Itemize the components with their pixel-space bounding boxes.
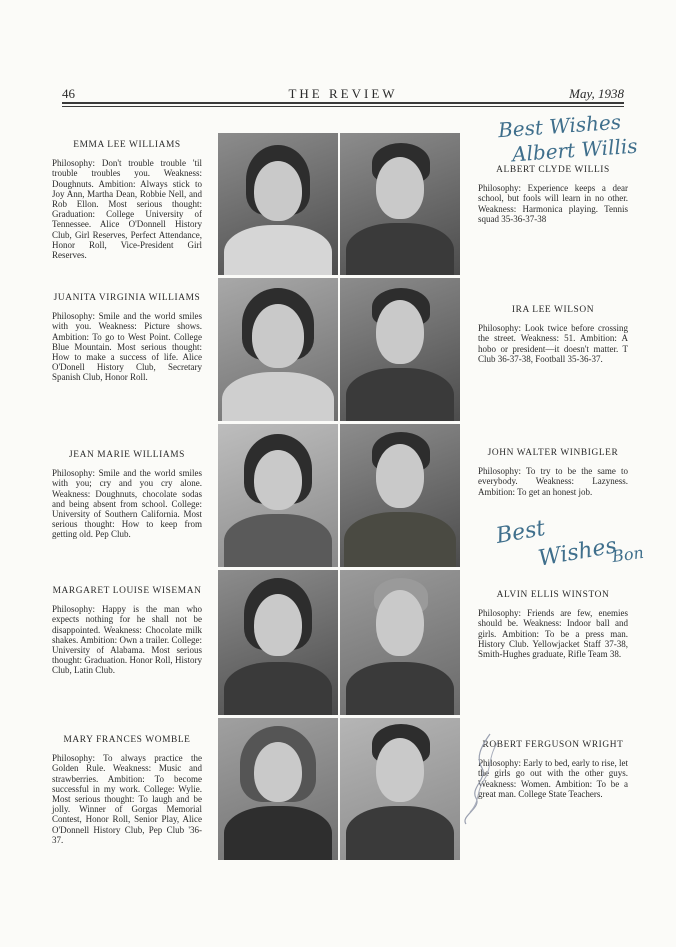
handwritten-note-middle-2: Wishes [536, 533, 619, 572]
handwritten-note-line-1: Best Wishes [497, 109, 622, 143]
student-bio: Philosophy: To try to be the same to everybody. Weakness: Lazyness. Ambition: To get an honest job. [478, 466, 628, 497]
portrait-photo-mary-frances-womble [218, 718, 338, 860]
portrait-photo-jean-marie-williams [218, 424, 338, 567]
pencil-signature-scribble [440, 728, 510, 828]
portrait-photo-ira-lee-wilson [340, 278, 460, 421]
student-bio: Philosophy: Smile and the world smiles with you; cry and you cry alone. Weakness: Doughnuts, chocolate sodas and being absent from school. College: University of Southern California. Most serious thought: How to keep from getting old. Pep Club. [52, 468, 202, 540]
entry-ira-lee-wilson [478, 305, 628, 364]
student-name: EMMA LEE WILLIAMS [73, 140, 181, 150]
portrait-photo-juanita-virginia-williams [218, 278, 338, 421]
student-name: JOHN WALTER WINBIGLER [487, 448, 619, 458]
handwritten-note-middle-1: Best [494, 515, 548, 550]
student-bio: Philosophy: To always practice the Golden Rule. Weakness: Music and strawberries. Ambition: To become successful in my work. College: Wylie. Most serious thought: To laugh and be jolly. Winner of Gorgas Memorial Contest, Honor Roll, Senior Play, Alice O'Donnell History Club, Pep Club '36-37. [52, 753, 202, 845]
publication-title: THE REVIEW [288, 86, 398, 101]
student-bio: Philosophy: Happy is the man who expects nothing for he shall not be disappointed. Weakness: Chocolate milk shakes. Ambition: Own a trailer. College: University of Alabama. Most serious thought: Graduation. Honor Roll, History Club, Latin Club. [52, 604, 202, 676]
portrait-photo-albert-clyde-willis [340, 133, 460, 275]
header-rule-thin [62, 106, 624, 107]
entry-juanita-virginia-williams [52, 293, 202, 383]
entry-jean-marie-williams [52, 450, 202, 540]
portrait-photo-margaret-louise-wiseman [218, 570, 338, 715]
student-bio: Philosophy: Experience keeps a dear school, but fools will learn in no other. Weakness: Harmonica playing. Tennis squad 35-36-37-38 [478, 183, 628, 224]
entry-mary-frances-womble [52, 735, 202, 845]
student-bio: Philosophy: Look twice before crossing the street. Weakness: 51. Ambition: A hobo or president—it doesn't matter. T Club 36-37-38, Football 35-36-37. [478, 323, 628, 364]
student-name: ALBERT CLYDE WILLIS [496, 165, 610, 175]
entry-margaret-louise-wiseman [52, 586, 202, 676]
handwritten-note-middle-3: Bon [610, 542, 645, 567]
student-name: ALVIN ELLIS WINSTON [496, 590, 610, 600]
student-bio: Philosophy: Friends are few, enemies should be. Weakness: Indoor ball and girls. Ambition: To be a press man. History Club. Yellowjacket Staff 37-38, Smith-Hughes graduate, Rifle Team 38. [478, 608, 628, 660]
student-name: ROBERT FERGUSON WRIGHT [482, 740, 624, 750]
page-header [62, 86, 624, 106]
entry-alvin-ellis-winston [478, 590, 628, 659]
student-name: JEAN MARIE WILLIAMS [69, 450, 185, 460]
entry-john-walter-winbigler [478, 448, 628, 497]
portrait-photo-john-walter-winbigler [340, 424, 460, 567]
portrait-photo-alvin-ellis-winston [340, 570, 460, 715]
student-bio: Philosophy: Smile and the world smiles with you. Weakness: Picture shows. Ambition: To go to West Point. College Blue Mountain. Most serious thought: How to make a success of life. Alice O'Donell History Club, Secretary Spanish Club, Honor Roll. [52, 311, 202, 383]
header-rule [62, 102, 624, 104]
student-name: IRA LEE WILSON [511, 305, 595, 315]
student-bio: Philosophy: Don't trouble trouble 'til trouble troubles you. Weakness: Doughnuts. Ambition: Always stick to Joy Ann, Martha Dean, Robbie Nell, and Rob Ellon. Most serious thought: Graduation: College University of Tennessee. Alice O'Donnell History Club, Girl Reserves, Perfect Attendance, Honor Roll, Vice-President Girl Reserves. [52, 158, 202, 261]
student-name: MARGARET LOUISE WISEMAN [52, 586, 202, 596]
student-bio: Philosophy: Early to bed, early to rise, let the girls go out with the other guys. Weakness: Women. Ambition: To be a great man. College State Teachers. [478, 758, 628, 799]
entry-albert-clyde-willis [478, 165, 628, 224]
handwritten-note-line-2: Albert Willis [511, 133, 639, 167]
student-name: JUANITA VIRGINIA WILLIAMS [53, 293, 201, 303]
entry-emma-lee-williams [52, 140, 202, 260]
page-number: 46 [62, 86, 75, 101]
issue-date: May, 1938 [569, 86, 624, 101]
student-name: MARY FRANCES WOMBLE [63, 735, 191, 745]
portrait-photo-emma-lee-williams [218, 133, 338, 275]
